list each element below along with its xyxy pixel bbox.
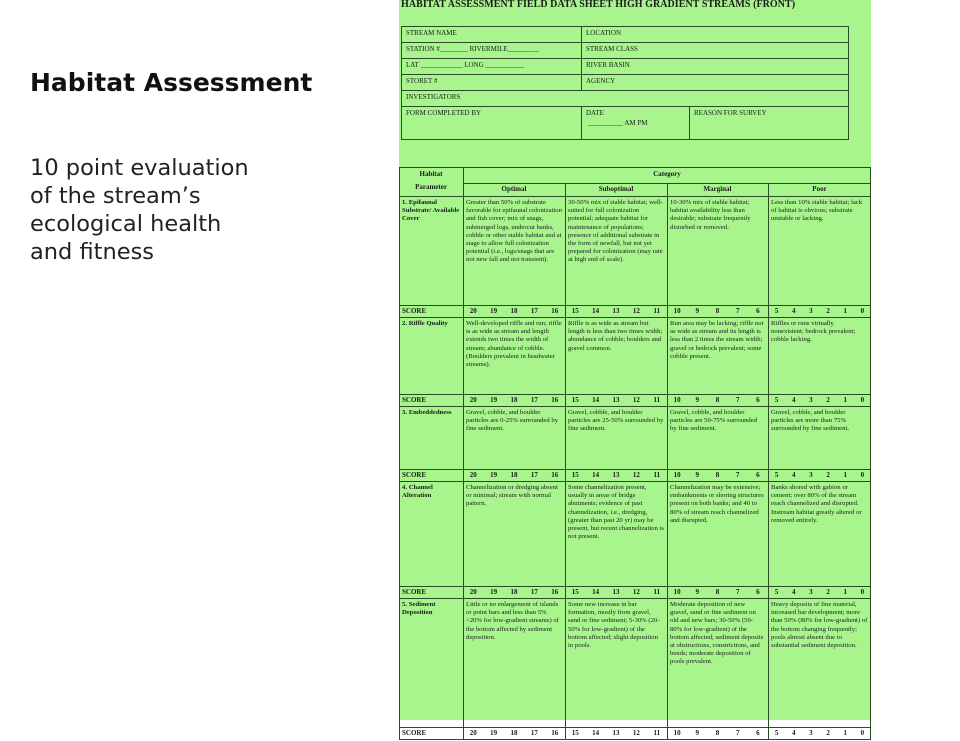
criteria-optimal: Little or no enlargement of islands or point bars and less than 5% <20% for low-gradient streams) of the bottom affected by sediment deposition. bbox=[466, 601, 559, 641]
score-value: 10 bbox=[673, 471, 681, 479]
slide-body-line: of the stream’s bbox=[30, 183, 201, 209]
score-label: SCORE bbox=[402, 307, 427, 315]
location-field: LOCATION bbox=[582, 27, 848, 43]
score-value: 0 bbox=[860, 471, 865, 479]
score-value: 9 bbox=[695, 307, 700, 315]
criteria-optimal: Greater than 50% of substrate favorable for epifaunal colonization and fish cover; mix of snags, submerged logs, undercut banks, cobble or other stable habitat and at stage to allow full colonization potential (i.e., logs/snags that are not new fall and not transient). bbox=[466, 199, 562, 264]
sheet-header-block bbox=[401, 26, 849, 140]
score-value: 3 bbox=[809, 729, 813, 737]
score-value: 4 bbox=[791, 729, 796, 737]
score-value: 18 bbox=[510, 729, 518, 737]
score-value: 8 bbox=[715, 396, 720, 404]
investigators-field: INVESTIGATORS bbox=[402, 91, 848, 107]
criteria-poor: Less than 10% stable habitat; lack of habitat is obvious; substrate unstable or lacking. bbox=[771, 199, 863, 223]
score-value: 8 bbox=[715, 307, 720, 315]
reason-for-survey-field: REASON FOR SURVEY bbox=[694, 109, 767, 117]
score-value: 7 bbox=[735, 588, 740, 596]
score-value: 10 bbox=[673, 588, 681, 596]
score-value: 0 bbox=[860, 396, 865, 404]
criteria-suboptimal: Gravel, cobble, and boulder particles are 25-50% surrounded by fine sediment. bbox=[568, 409, 664, 433]
score-value: 9 bbox=[695, 471, 700, 479]
grid-line-top bbox=[399, 167, 871, 168]
score-value: 12 bbox=[632, 307, 640, 315]
slide-body-line: 10 point evaluation bbox=[30, 155, 249, 181]
score-value: 6 bbox=[756, 396, 760, 404]
slide-body-line: ecological health bbox=[30, 211, 222, 237]
time-blank: __________ AM PM bbox=[588, 119, 648, 127]
score-value: 20 bbox=[469, 307, 477, 315]
score-value: 12 bbox=[632, 396, 640, 404]
score-value: 6 bbox=[756, 307, 760, 315]
score-value: 17 bbox=[530, 396, 538, 404]
column-header-poor: Poor bbox=[812, 185, 827, 193]
score-value: 14 bbox=[592, 396, 600, 404]
criteria-marginal: Run area may be lacking; riffle not as wide as stream and its length is less than 2 times the stream width; gravel or bedrock prevalent; some cobble present. bbox=[670, 320, 764, 360]
habitat-parameter-table bbox=[399, 167, 871, 737]
score-value: 19 bbox=[490, 471, 498, 479]
score-value: 6 bbox=[756, 729, 760, 737]
score-value: 2 bbox=[826, 729, 830, 737]
score-value: 6 bbox=[756, 588, 760, 596]
score-value: 15 bbox=[571, 307, 579, 315]
score-value: 2 bbox=[826, 396, 830, 404]
sheet-title: HABITAT ASSESSMENT FIELD DATA SHEET HIGH GRADIENT STREAMS (FRONT) bbox=[401, 0, 796, 10]
score-value: 2 bbox=[826, 307, 830, 315]
parameter-name: 4. Channel Alteration bbox=[402, 484, 433, 500]
score-value: 20 bbox=[469, 588, 477, 596]
score-value: 0 bbox=[860, 588, 865, 596]
score-value: 16 bbox=[551, 307, 559, 315]
criteria-poor: Banks shored with gabion or cement; over 80% of the stream reach channelized and disrupted. Instream habitat greatly altered or removed entirely. bbox=[771, 484, 862, 524]
grid-line-column bbox=[565, 183, 566, 740]
grid-line-column bbox=[399, 167, 400, 740]
grid-line-score-top bbox=[399, 394, 871, 395]
grid-line-score-top bbox=[399, 305, 871, 306]
score-value: 20 bbox=[469, 471, 477, 479]
criteria-poor: Gravel, cobble, and boulder particles are more than 75% surrounded by fine sediment. bbox=[771, 409, 850, 433]
score-value: 4 bbox=[791, 396, 796, 404]
score-value: 17 bbox=[530, 471, 538, 479]
parameter-name: 2. Riffle Quality bbox=[402, 320, 448, 327]
criteria-marginal: Channelization may be extensive; embankments or shoring structures present on both banks; and 40 to 80% of stream reach channelized and disrupted. bbox=[670, 484, 764, 524]
score-value: 0 bbox=[860, 729, 865, 737]
grid-line-column bbox=[870, 167, 871, 740]
storet-field: STORET # bbox=[402, 75, 582, 91]
station-field: STATION #________ RIVERMILE_________ bbox=[402, 43, 582, 59]
score-value: 17 bbox=[530, 307, 538, 315]
score-value: 19 bbox=[490, 729, 498, 737]
parameter-name: 3. Embeddedness bbox=[402, 409, 452, 416]
score-value: 1 bbox=[843, 307, 847, 315]
score-value: 12 bbox=[632, 471, 640, 479]
score-value: 3 bbox=[809, 307, 813, 315]
score-value: 5 bbox=[774, 307, 779, 315]
score-value: 5 bbox=[774, 471, 779, 479]
score-value: 16 bbox=[551, 471, 559, 479]
score-value: 14 bbox=[592, 471, 600, 479]
grid-line-score-top bbox=[399, 727, 871, 728]
score-value: 7 bbox=[735, 396, 740, 404]
score-value: 13 bbox=[612, 307, 620, 315]
column-header-marginal: Marginal bbox=[703, 185, 732, 193]
score-value: 3 bbox=[809, 471, 813, 479]
grid-line-row-bottom bbox=[399, 739, 871, 740]
score-value: 17 bbox=[530, 729, 538, 737]
grid-line-column bbox=[667, 183, 668, 740]
score-value: 19 bbox=[490, 307, 498, 315]
grid-line-score-top bbox=[399, 469, 871, 470]
score-value: 13 bbox=[612, 588, 620, 596]
score-value: 11 bbox=[653, 307, 661, 315]
criteria-suboptimal: Some new increase in bar formation, mostly from gravel, sand or fine sediment; 5-30% (20-50% for low-gradient) of the bottom affected; slight deposition in pools. bbox=[568, 601, 660, 650]
score-value: 12 bbox=[632, 588, 640, 596]
criteria-suboptimal: Some channelization present, usually in areas of bridge abutments; evidence of past channelization, i.e., dredging, (greater than past 20 yr) may be present, but recent channelization is not present. bbox=[568, 484, 665, 541]
slide-body bbox=[30, 154, 370, 266]
score-value: 7 bbox=[735, 471, 740, 479]
score-value: 19 bbox=[490, 588, 498, 596]
grid-line-column bbox=[768, 183, 769, 740]
form-completed-by-field: FORM COMPLETED BY bbox=[402, 107, 582, 139]
score-value: 17 bbox=[530, 588, 538, 596]
parameter-name: 1. Epifaunal Substrate/ Available Cover bbox=[402, 199, 460, 223]
score-value: 16 bbox=[551, 729, 559, 737]
river-basin-field: RIVER BASIN bbox=[582, 59, 848, 75]
score-value: 7 bbox=[735, 307, 740, 315]
score-value: 15 bbox=[571, 396, 579, 404]
slide-body-line: and fitness bbox=[30, 239, 155, 265]
score-value: 15 bbox=[571, 588, 579, 596]
score-value: 10 bbox=[673, 729, 681, 737]
score-value: 5 bbox=[774, 588, 779, 596]
score-value: 6 bbox=[756, 471, 760, 479]
score-label: SCORE bbox=[402, 588, 427, 596]
criteria-marginal: 10-30% mix of stable habitat; habitat availability less than desirable; substrate frequently disturbed or removed. bbox=[670, 199, 751, 231]
slide-title: Habitat Assessment bbox=[30, 68, 313, 97]
score-value: 9 bbox=[695, 396, 700, 404]
score-value: 14 bbox=[592, 307, 600, 315]
score-value: 18 bbox=[510, 471, 518, 479]
habitat-header: Habitat bbox=[419, 170, 443, 178]
score-value: 18 bbox=[510, 588, 518, 596]
score-value: 1 bbox=[843, 471, 847, 479]
score-value: 13 bbox=[612, 471, 620, 479]
score-value: 18 bbox=[510, 307, 518, 315]
column-header-suboptimal: Suboptimal bbox=[598, 185, 634, 193]
score-value: 8 bbox=[715, 471, 720, 479]
score-value: 14 bbox=[592, 729, 600, 737]
score-value: 7 bbox=[735, 729, 740, 737]
score-value: 9 bbox=[695, 588, 700, 596]
field-data-sheet-image bbox=[399, 0, 871, 737]
criteria-suboptimal: Riffle is as wide as stream but length is less than two times width; abundance of cobble; boulders and gravel common. bbox=[568, 320, 663, 352]
criteria-optimal: Gravel, cobble, and boulder particles are 0-25% surrounded by fine sediment. bbox=[466, 409, 559, 433]
score-value: 11 bbox=[653, 471, 661, 479]
lat-long-field: LAT ____________ LONG ___________ bbox=[402, 59, 582, 75]
parameter-header: Parameter bbox=[415, 183, 447, 191]
date-label: DATE bbox=[586, 109, 604, 117]
score-value: 14 bbox=[592, 588, 600, 596]
criteria-poor: Heavy deposits of fine material, increased bar development; more than 50% (80% for low-gradient) of the bottom changing frequently; pools almost absent due to substantial sediment deposition. bbox=[771, 601, 868, 650]
criteria-marginal: Gravel, cobble, and boulder particles are 50-75% surrounded by fine sediment. bbox=[670, 409, 758, 433]
score-value: 8 bbox=[715, 729, 720, 737]
stream-class-field: STREAM CLASS bbox=[582, 43, 848, 59]
score-value: 8 bbox=[715, 588, 720, 596]
score-label: SCORE bbox=[402, 396, 427, 404]
score-value: 4 bbox=[791, 307, 796, 315]
parameter-name: 5. Sediment Deposition bbox=[402, 601, 436, 617]
score-value: 3 bbox=[809, 588, 813, 596]
score-value: 2 bbox=[826, 588, 830, 596]
score-value: 1 bbox=[843, 396, 847, 404]
date-field bbox=[582, 107, 690, 139]
score-value: 20 bbox=[469, 729, 477, 737]
criteria-optimal: Channelization or dredging absent or minimal; stream with normal pattern. bbox=[466, 484, 558, 508]
grid-line-score-top bbox=[399, 586, 871, 587]
criteria-poor: Riffles or runs virtually nonexistent; bedrock prevalent; cobble lacking. bbox=[771, 320, 856, 344]
score-label: SCORE bbox=[402, 729, 427, 737]
score-value: 10 bbox=[673, 396, 681, 404]
score-value: 4 bbox=[791, 588, 796, 596]
score-value: 0 bbox=[860, 307, 865, 315]
score-value: 1 bbox=[843, 588, 847, 596]
category-header: Category bbox=[653, 170, 681, 178]
score-value: 10 bbox=[673, 307, 681, 315]
score-value: 11 bbox=[653, 396, 661, 404]
score-value: 13 bbox=[612, 729, 620, 737]
stream-name-field: STREAM NAME bbox=[402, 27, 582, 43]
score-value: 3 bbox=[809, 396, 813, 404]
score-value: 19 bbox=[490, 396, 498, 404]
score-value: 16 bbox=[551, 396, 559, 404]
score-value: 13 bbox=[612, 396, 620, 404]
score-value: 4 bbox=[791, 471, 796, 479]
criteria-optimal: Well-developed riffle and run; riffle is as wide as stream and length extends two times the width of stream; abundance of cobble. (Boulders prevalent in headwater streams). bbox=[466, 320, 562, 369]
score-value: 11 bbox=[653, 588, 661, 596]
criteria-suboptimal: 30-50% mix of stable habitat; well-suited for full colonization potential; adequate habitat for maintenance of populations; presence of additional substrate in the form of newfall, but not yet prepared for colonization (may rate at high end of scale). bbox=[568, 199, 663, 264]
score-value: 9 bbox=[695, 729, 700, 737]
score-value: 5 bbox=[774, 729, 779, 737]
score-label: SCORE bbox=[402, 471, 427, 479]
criteria-marginal: Moderate deposition of new gravel, sand or fine sediment on old and new bars; 30-50% (50-80% for low-gradient) of the bottom affected; sediment deposits at obstructions, constrictions, and bends; moderate deposition of pools prevalent. bbox=[670, 601, 764, 666]
grid-line-column bbox=[463, 167, 464, 740]
score-value: 1 bbox=[843, 729, 847, 737]
score-value: 18 bbox=[510, 396, 518, 404]
agency-field: AGENCY bbox=[582, 75, 848, 91]
score-value: 11 bbox=[653, 729, 661, 737]
score-value: 15 bbox=[571, 471, 579, 479]
score-value: 20 bbox=[469, 396, 477, 404]
score-value: 16 bbox=[551, 588, 559, 596]
score-value: 15 bbox=[571, 729, 579, 737]
score-value: 2 bbox=[826, 471, 830, 479]
score-value: 12 bbox=[632, 729, 640, 737]
column-header-optimal: Optimal bbox=[501, 185, 527, 193]
score-value: 5 bbox=[774, 396, 779, 404]
